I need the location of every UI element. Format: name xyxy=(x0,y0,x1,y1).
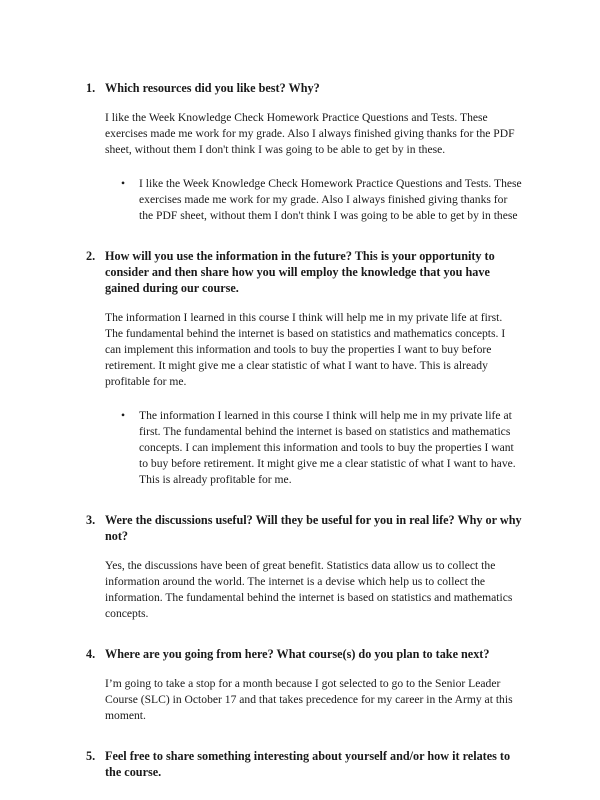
question-3 xyxy=(0,512,600,622)
question-title: Were the discussions useful? Will they be useful for you in real life? Why or why not? xyxy=(105,513,522,543)
question-title: Feel free to share something interesting about yourself and/or how it relates to the course. xyxy=(105,749,511,779)
question-number: 3. xyxy=(86,513,96,527)
question-number: 1. xyxy=(86,81,96,95)
answer-paragraph: I like the Week Knowledge Check Homework Practice Questions and Tests. These exercises made me work for my grade. Also I always finished giving thanks for the PDF sheet, without them I don't think I was going to be able to get by in these. xyxy=(105,111,515,156)
answer-paragraph: Yes, the discussions have been of great benefit. Statistics data allow us to collect the information around the world. The internet is a devise which help us to collect the information. The fundamental behind the internet is based on statistics and mathematics concepts. xyxy=(105,559,513,620)
question-number: 5. xyxy=(86,749,96,763)
question-5 xyxy=(0,748,600,780)
answer-paragraph: The information I learned in this course I think will help me in my private life at first. The fundamental behind the internet is based on statistics and mathematics concepts. I can implement this information and tools to buy the properties I want to buy before retirement. It might give me a clear statistic of what I want to have. This is already profitable for me. xyxy=(105,311,506,388)
bullet-icon: • xyxy=(121,409,126,422)
question-number: 4. xyxy=(86,647,96,661)
question-1 xyxy=(0,80,600,224)
question-title: Where are you going from here? What course(s) do you plan to take next? xyxy=(105,647,490,661)
bullet-icon: • xyxy=(121,177,126,190)
question-title: Which resources did you like best? Why? xyxy=(105,81,320,95)
question-2 xyxy=(0,248,600,488)
bullet-text: I like the Week Knowledge Check Homework Practice Questions and Tests. These exercises made me work for my grade. Also I always finished giving thanks for the PDF sheet, without them I don't think I was going to be able to get by in these xyxy=(139,177,522,222)
answer-paragraph: I’m going to take a stop for a month because I got selected to go to the Senior Leader Course (SLC) in October 17 and that takes precedence for my career in the Army at this moment. xyxy=(105,677,513,722)
question-4 xyxy=(0,646,600,724)
bullet-item xyxy=(105,408,522,488)
bullet-text: The information I learned in this course I think will help me in my private life at first. The fundamental behind the internet is based on statistics and mathematics concepts. I can implement this information and tools to buy the properties I want to buy before retirement. It might give me a clear statistic of what I want to have. This is already profitable for me. xyxy=(139,409,516,486)
bullet-item xyxy=(105,176,522,224)
question-number: 2. xyxy=(86,249,96,263)
question-title: How will you use the information in the future? This is your opportunity to consider and then share how you will employ the knowledge that you have gained during our course. xyxy=(105,249,495,295)
